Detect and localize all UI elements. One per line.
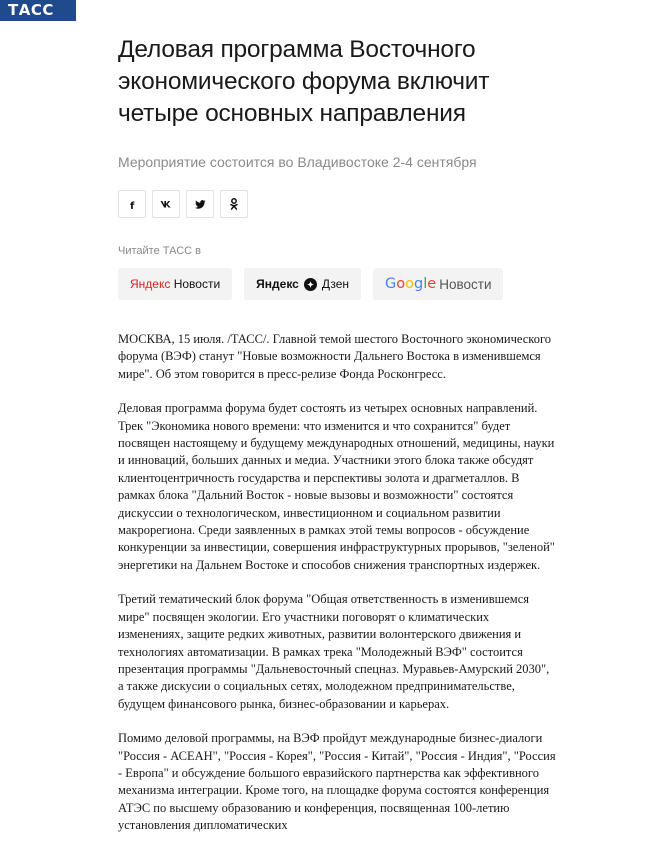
article-paragraph: МОСКВА, 15 июля. /ТАСС/. Главной темой шестого Восточного экономического форума (ВЭФ) станут "Новые возможности Дальнего Востока в изменившемся мире". Об этом говорится в пресс-релизе Фонда Росконгресс. <box>118 332 552 381</box>
article-title: Деловая программа Восточного экономического форума включит четыре основных направления <box>118 36 490 127</box>
share-vk-button[interactable] <box>152 190 180 218</box>
share-facebook-button[interactable] <box>118 190 146 218</box>
yandex-zen-button[interactable] <box>244 268 361 300</box>
google-news-button[interactable] <box>373 268 503 300</box>
share-bar <box>118 190 548 218</box>
article-paragraph: Третий тематический блок форума "Общая ответственность в изменившемся мире" посвящен экологии. Его участники поговорят о климатических изменениях, защите редких животных, развитии волонтерского движения и технологиях автоматизации. В рамках трека "Молодежный ВЭФ" состоится презентация программы "Дальневосточный спецназ. Муравьев-Амурский 2030", а также дискусии о социальных сетях, молодежном предпринимательстве, будущем финансового рынка, бизнес-образовании и карьерах. <box>118 592 550 711</box>
vk-icon <box>160 200 172 208</box>
share-twitter-button[interactable] <box>186 190 214 218</box>
article-paragraph: Деловая программа форума будет состоять из четырех основных направлений. Трек "Экономика нового времени: что изменится и что сохранится" будет посвящен настоящему и будущему международных отношений, медицины, науки и инноваций, больших данных и медиа. Участники этого блока также обсудят клиентоцентричность государства и перспективы золота и драгметаллов. В рамках блока "Дальний Восток - новые вызовы и возможности" состоятся дискуссии о технологическом, инвестиционном и социальном развитии макрорегиона. Среди заявленных в рамках этой темы вопросов - обсуждение конкуренции за инвестиции, совершения инфраструктурных прорывов, "зеленой" энергетики на Дальнем Востоке и способов снижения транспортных издержек. <box>118 401 555 572</box>
article-body <box>118 331 556 835</box>
google-news-product: Новости <box>439 276 492 292</box>
share-ok-button[interactable] <box>220 190 248 218</box>
yandex-news-brand: Яндекс <box>130 277 171 291</box>
tass-logo[interactable]: ТАСС <box>0 0 76 21</box>
svg-text:f: f <box>130 200 135 210</box>
yandex-news-button[interactable] <box>118 268 232 300</box>
read-in-label: Читайте ТАСС в <box>118 245 201 257</box>
yandex-zen-product: Дзен <box>321 277 350 291</box>
aggregator-links <box>118 268 548 300</box>
odnoklassniki-icon <box>230 198 238 210</box>
zen-icon <box>304 278 317 291</box>
facebook-icon <box>128 199 136 210</box>
article-lead: Мероприятие состоится во Владивостоке 2-4 сентября <box>118 154 477 170</box>
yandex-zen-brand: Яндекс <box>256 277 299 291</box>
twitter-icon <box>195 200 206 209</box>
article-container <box>118 34 556 852</box>
article-paragraph: Помимо деловой программы, на ВЭФ пройдут международные бизнес-диалоги "Россия - АСЕАН", "Россия - Корея", "Россия - Китай", "Россия - Индия", "Россия - Европа" и обсуждение большого евразийского партнерства как эффективного механизма интеграции. Кроме того, на площадке форума состоятся конференция АТЭС по высшему образованию и конференция, посвященная 100-летию установления дипломатических <box>118 731 556 833</box>
google-logo: Google <box>385 276 437 292</box>
yandex-news-product: Новости <box>173 277 221 291</box>
